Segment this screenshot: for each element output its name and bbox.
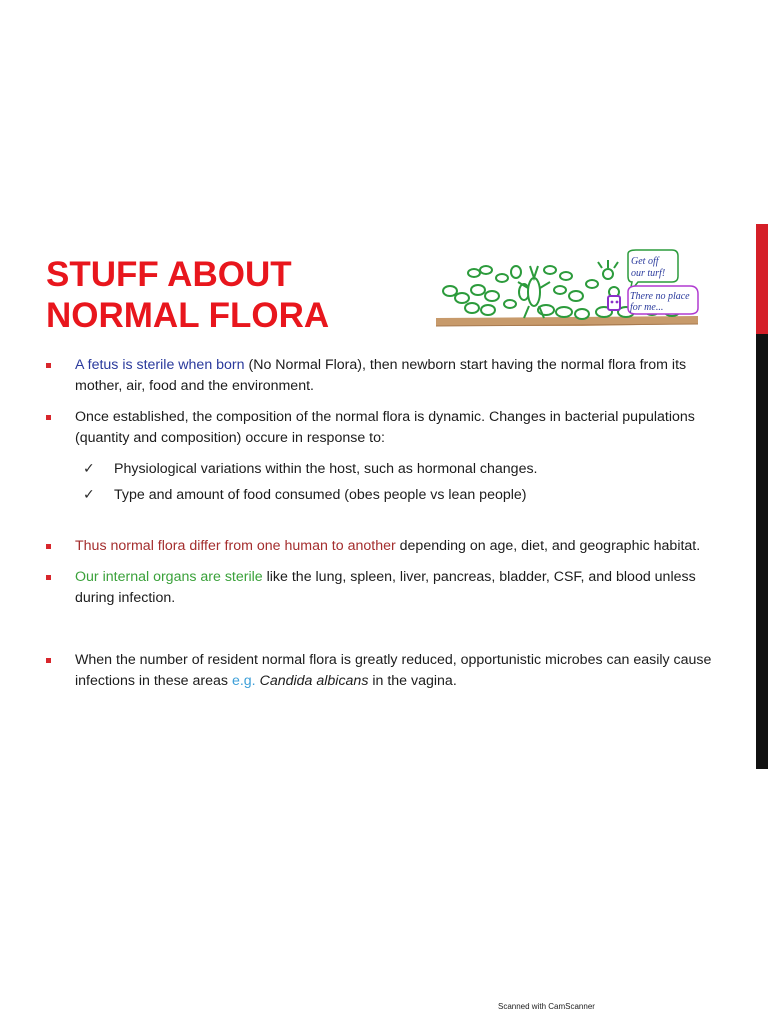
check-item-food: [46, 485, 716, 506]
speech-bubble-1-line-1: Get off: [631, 256, 659, 267]
accent-bar-red: [756, 224, 768, 334]
slide-title: [46, 254, 329, 336]
slide-title-line-1: STUFF ABOUT: [46, 255, 292, 294]
slide-content: [46, 355, 716, 692]
check-item-physiological: [46, 459, 716, 480]
speech-bubble-2-line-1: There no place: [630, 291, 690, 302]
bullet-3-highlight: Thus normal flora differ from one human to another: [75, 538, 396, 554]
bullet-4-highlight: Our internal organs are sterile: [75, 569, 263, 585]
bullet-1-highlight: A fetus is sterile when born: [75, 357, 245, 373]
bullet-3-text: depending on age, diet, and geographic habitat.: [395, 538, 701, 554]
bullet-item-opportunistic: [46, 650, 716, 692]
bullet-4-text: like the lung, spleen, liver, pancreas, bladder, CSF, and blood unless during infection.: [75, 569, 696, 606]
speech-bubble-1-line-2: our turf!: [631, 268, 666, 279]
purple-microbe-icon: [608, 296, 620, 310]
checkmark-icon: ✓: [83, 461, 95, 477]
bullet-5-organism: Candida albicans: [255, 673, 369, 689]
bullet-5-text-before: When the number of resident normal flora is greatly reduced, opportunistic microbes can easily cause infections in these areas: [75, 652, 712, 689]
bullet-marker-icon: [46, 363, 51, 368]
bullet-marker-icon: [46, 544, 51, 549]
scanner-watermark: Scanned with CamScanner: [498, 1002, 595, 1011]
check-1-text: Physiological variations within the host, such as hormonal changes.: [114, 461, 538, 477]
bullet-2-text: Once established, the composition of the normal flora is dynamic. Changes in bacterial pupulations (quantity and composition) occure in response to:: [75, 409, 695, 446]
speech-bubble-2: [628, 286, 698, 314]
slide-title-line-2: NORMAL FLORA: [46, 296, 330, 335]
bullet-item-dynamic-composition: [46, 407, 716, 449]
checkmark-icon: ✓: [83, 487, 95, 503]
check-2-text: Type and amount of food consumed (obes people vs lean people): [114, 487, 527, 503]
speech-bubble-2-line-2: for me...: [630, 302, 664, 313]
bullet-marker-icon: [46, 575, 51, 580]
accent-bar-black: [756, 334, 768, 769]
spiky-bacterium-icon: [598, 260, 619, 297]
bullet-5-text-after: in the vagina.: [368, 673, 457, 689]
bullet-1-text: (No Normal Flora), then newborn start having the normal flora from its mother, air, food and the environment.: [75, 357, 687, 394]
bullet-marker-icon: [46, 658, 51, 663]
bullet-5-eg: e.g.: [231, 673, 256, 689]
bullet-item-fetus-sterile: [46, 355, 716, 397]
bullet-marker-icon: [46, 415, 51, 420]
bullet-item-flora-differs: [46, 536, 716, 557]
bacteria-cartoon-illustration: [432, 248, 702, 334]
bullet-item-internal-organs: [46, 567, 716, 609]
